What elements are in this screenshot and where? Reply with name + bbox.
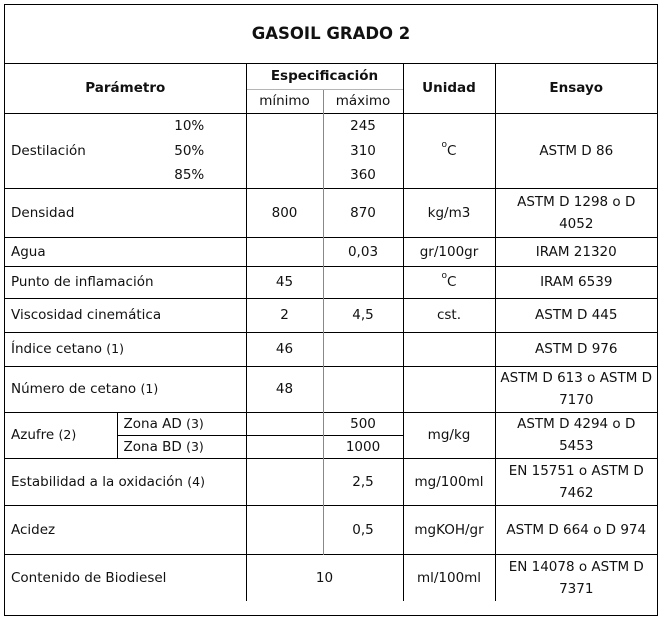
destilacion-max-85: 360 <box>323 163 403 188</box>
acidez-unit: mgKOH/gr <box>403 505 495 554</box>
footnote-ref: (3) <box>186 438 204 454</box>
table-row <box>5 458 657 505</box>
agua-max: 0,03 <box>323 237 403 266</box>
azufre-unit: mg/kg <box>403 412 495 458</box>
col-header-minimo: mínimo <box>246 89 323 113</box>
indice-cetano-unit <box>403 332 495 366</box>
viscosidad-max: 4,5 <box>323 298 403 332</box>
table-row <box>5 266 657 298</box>
agua-unit: gr/100gr <box>403 237 495 266</box>
param-acidez: Acidez <box>5 505 246 554</box>
param-biodiesel: Contenido de Biodiesel <box>5 554 246 601</box>
param-numero-cetano <box>5 366 246 412</box>
header-row-1 <box>5 64 657 89</box>
azufre-ad-max: 500 <box>323 412 403 435</box>
unit-celsius: C <box>447 274 457 290</box>
destilacion-pct-10: 10% <box>117 113 246 138</box>
viscosidad-unit: cst. <box>403 298 495 332</box>
destilacion-ensayo: ASTM D 86 <box>495 113 657 188</box>
param-destilacion: Destilación <box>5 113 117 188</box>
azufre-zona-ad <box>117 412 246 435</box>
estabilidad-ensayo: EN 15751 o ASTM D 7462 <box>495 458 657 505</box>
acidez-min <box>246 505 323 554</box>
densidad-unit: kg/m3 <box>403 188 495 237</box>
table-row <box>5 332 657 366</box>
footnote-ref: (1) <box>106 341 125 356</box>
table-row <box>5 366 657 412</box>
table-title: GASOIL GRADO 2 <box>5 5 657 64</box>
biodiesel-value: 10 <box>246 554 403 601</box>
col-header-maximo: máximo <box>323 89 403 113</box>
numero-cetano-max <box>323 366 403 412</box>
table-row <box>5 412 657 435</box>
destilacion-max-10: 245 <box>323 113 403 138</box>
table-row <box>5 188 657 237</box>
param-densidad: Densidad <box>5 188 246 237</box>
acidez-max: 0,5 <box>323 505 403 554</box>
numero-cetano-unit <box>403 366 495 412</box>
unit-celsius: C <box>447 142 457 159</box>
table-row <box>5 554 657 601</box>
acidez-ensayo: ASTM D 664 o D 974 <box>495 505 657 554</box>
zona-label: Zona AD <box>123 415 182 432</box>
indice-cetano-max <box>323 332 403 366</box>
azufre-bd-min <box>246 435 323 458</box>
viscosidad-ensayo: ASTM D 445 <box>495 298 657 332</box>
densidad-ensayo: ASTM D 1298 o D 4052 <box>495 188 657 237</box>
param-label: Índice cetano <box>11 341 102 357</box>
param-label: Estabilidad a la oxidación <box>11 473 183 490</box>
biodiesel-unit: ml/100ml <box>403 554 495 601</box>
estabilidad-max: 2,5 <box>323 458 403 505</box>
table-row <box>5 505 657 554</box>
inflamacion-max <box>323 266 403 298</box>
col-header-parametro: Parámetro <box>85 80 166 97</box>
estabilidad-min <box>246 458 323 505</box>
azufre-ensayo: ASTM D 4294 o D 5453 <box>495 412 657 458</box>
viscosidad-min: 2 <box>246 298 323 332</box>
degree-sup: o <box>441 271 448 281</box>
spec-table <box>5 64 657 601</box>
param-label: Azufre <box>11 427 55 443</box>
azufre-zona-bd <box>117 435 246 458</box>
destilacion-pct-85: 85% <box>174 167 205 184</box>
footnote-ref: (2) <box>58 427 77 442</box>
footnote-ref: (3) <box>186 415 204 431</box>
footnote-ref: (1) <box>140 381 159 396</box>
agua-ensayo: IRAM 21320 <box>495 237 657 266</box>
table-row <box>5 113 657 138</box>
destilacion-max-50: 310 <box>323 138 403 163</box>
param-estabilidad <box>5 458 246 505</box>
densidad-max: 870 <box>323 188 403 237</box>
param-indice-cetano <box>5 332 246 366</box>
table-row <box>5 237 657 266</box>
zona-label: Zona BD <box>123 438 182 455</box>
param-viscosidad: Viscosidad cinemática <box>5 298 246 332</box>
biodiesel-ensayo: EN 14078 o ASTM D 7371 <box>495 554 657 601</box>
azufre-ad-min <box>246 412 323 435</box>
inflamacion-unit <box>403 266 495 298</box>
estabilidad-unit: mg/100ml <box>403 458 495 505</box>
inflamacion-ensayo: IRAM 6539 <box>495 266 657 298</box>
azufre-bd-max: 1000 <box>323 435 403 458</box>
param-agua: Agua <box>5 237 246 266</box>
spec-table-container <box>4 4 658 616</box>
indice-cetano-min: 46 <box>246 332 323 366</box>
numero-cetano-ensayo: ASTM D 613 o ASTM D 7170 <box>495 366 657 412</box>
agua-min <box>246 237 323 266</box>
table-row <box>5 298 657 332</box>
destilacion-min <box>246 113 323 188</box>
param-azufre <box>5 412 117 458</box>
param-label: Número de cetano <box>11 381 137 397</box>
indice-cetano-ensayo: ASTM D 976 <box>495 332 657 366</box>
col-header-especificacion: Especificación <box>246 64 403 89</box>
footnote-ref: (4) <box>187 473 205 489</box>
col-header-unidad: Unidad <box>403 64 495 113</box>
densidad-min: 800 <box>246 188 323 237</box>
degree-sup: o <box>441 139 448 150</box>
param-inflamacion: Punto de inflamación <box>5 266 246 298</box>
destilacion-pct-50: 50% <box>174 142 205 159</box>
numero-cetano-min: 48 <box>246 366 323 412</box>
inflamacion-min: 45 <box>246 266 323 298</box>
destilacion-unit <box>403 113 495 188</box>
col-header-ensayo: Ensayo <box>495 64 657 113</box>
